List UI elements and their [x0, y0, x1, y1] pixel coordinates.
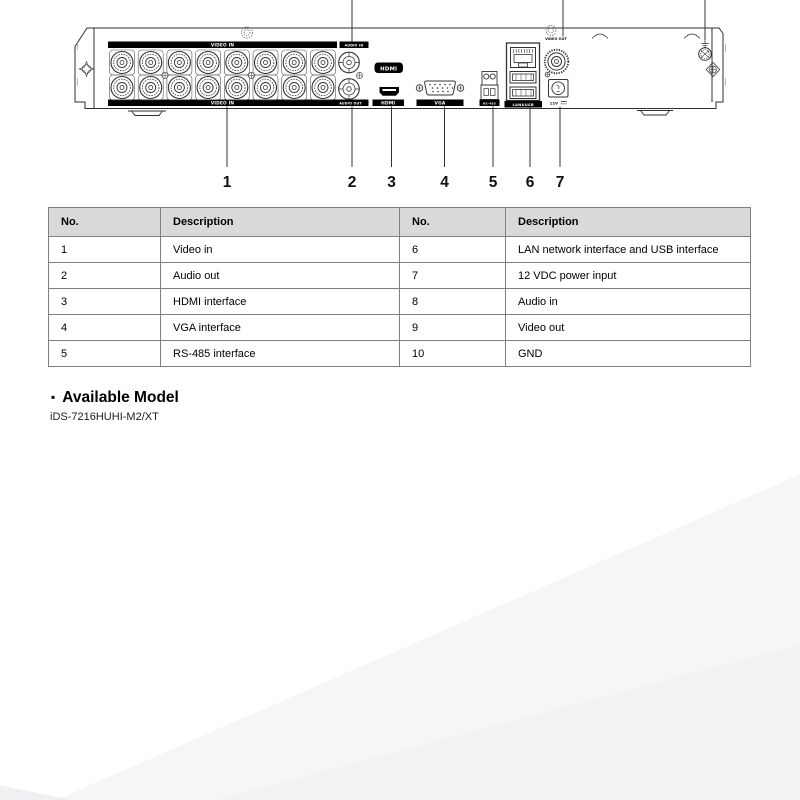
column-header: No.: [400, 208, 506, 237]
hdmi-logo: HDMI: [380, 66, 398, 73]
table-row: [49, 237, 751, 263]
table-cell: HDMI interface: [161, 289, 400, 315]
callout-number: 5: [488, 174, 498, 191]
table-cell: 10: [400, 341, 506, 367]
table-cell: 8: [400, 289, 506, 315]
port-description-table: [48, 207, 751, 367]
hdmi-label: HDMI: [381, 101, 396, 107]
callout-number: 6: [525, 174, 535, 191]
available-model-section: [48, 389, 179, 423]
rear-panel-diagram: [0, 0, 800, 200]
column-header: No.: [49, 208, 161, 237]
table-cell: 12 VDC power input: [506, 263, 751, 289]
table-header-row: [49, 208, 751, 237]
callout-number: 2: [347, 174, 357, 191]
table-cell: Audio out: [161, 263, 400, 289]
table-cell: Audio in: [506, 289, 751, 315]
table-cell: Video in: [161, 237, 400, 263]
table-row: [49, 289, 751, 315]
table-cell: 2: [49, 263, 161, 289]
rear-panel-svg: [0, 0, 800, 200]
square-bullet-icon: ▪: [51, 390, 56, 404]
table-cell: LAN network interface and USB interface: [506, 237, 751, 263]
table-cell: 5: [49, 341, 161, 367]
column-header: Description: [161, 208, 400, 237]
callout-number: 4: [440, 174, 449, 191]
hdmi-connector: [379, 87, 399, 96]
table-cell: 1: [49, 237, 161, 263]
background-watermark-shape: [0, 430, 800, 800]
power-label: 12V: [549, 100, 558, 106]
video-in-top-label: VIDEO IN: [210, 43, 235, 49]
table-cell: 3: [49, 289, 161, 315]
callout-numbers: [223, 174, 565, 191]
available-model-heading-text: Available Model: [62, 389, 179, 406]
callout-number: 7: [555, 174, 565, 191]
available-model-heading: [48, 389, 179, 407]
background-watermark-shape: [0, 430, 800, 800]
callout-number: 3: [387, 174, 396, 191]
table-cell: 9: [400, 315, 506, 341]
table-cell: GND: [506, 341, 751, 367]
table-row: [49, 341, 751, 367]
background-watermark-shape: [0, 430, 800, 800]
lan-usb-label: LAN&USB: [512, 102, 534, 107]
column-header: Description: [506, 208, 751, 237]
callout-number: 1: [222, 174, 232, 191]
table-cell: 7: [400, 263, 506, 289]
audio-in-label: AUDIO IN: [344, 43, 364, 48]
table-cell: RS-485 interface: [161, 341, 400, 367]
table-cell: VGA interface: [161, 315, 400, 341]
table-cell: 4: [49, 315, 161, 341]
video-in-bottom-label: VIDEO IN: [210, 101, 235, 107]
table-cell: 6: [400, 237, 506, 263]
table-row: [49, 315, 751, 341]
vga-label: VGA: [434, 101, 446, 107]
video-out-label: VIDEO OUT: [545, 37, 567, 42]
model-number: iDS-7216HUHI-M2/XT: [50, 411, 159, 423]
table-row: [49, 263, 751, 289]
rs485-label: RS-485: [482, 101, 497, 106]
audio-out-label: AUDIO OUT: [339, 101, 362, 106]
table-cell: Video out: [506, 315, 751, 341]
